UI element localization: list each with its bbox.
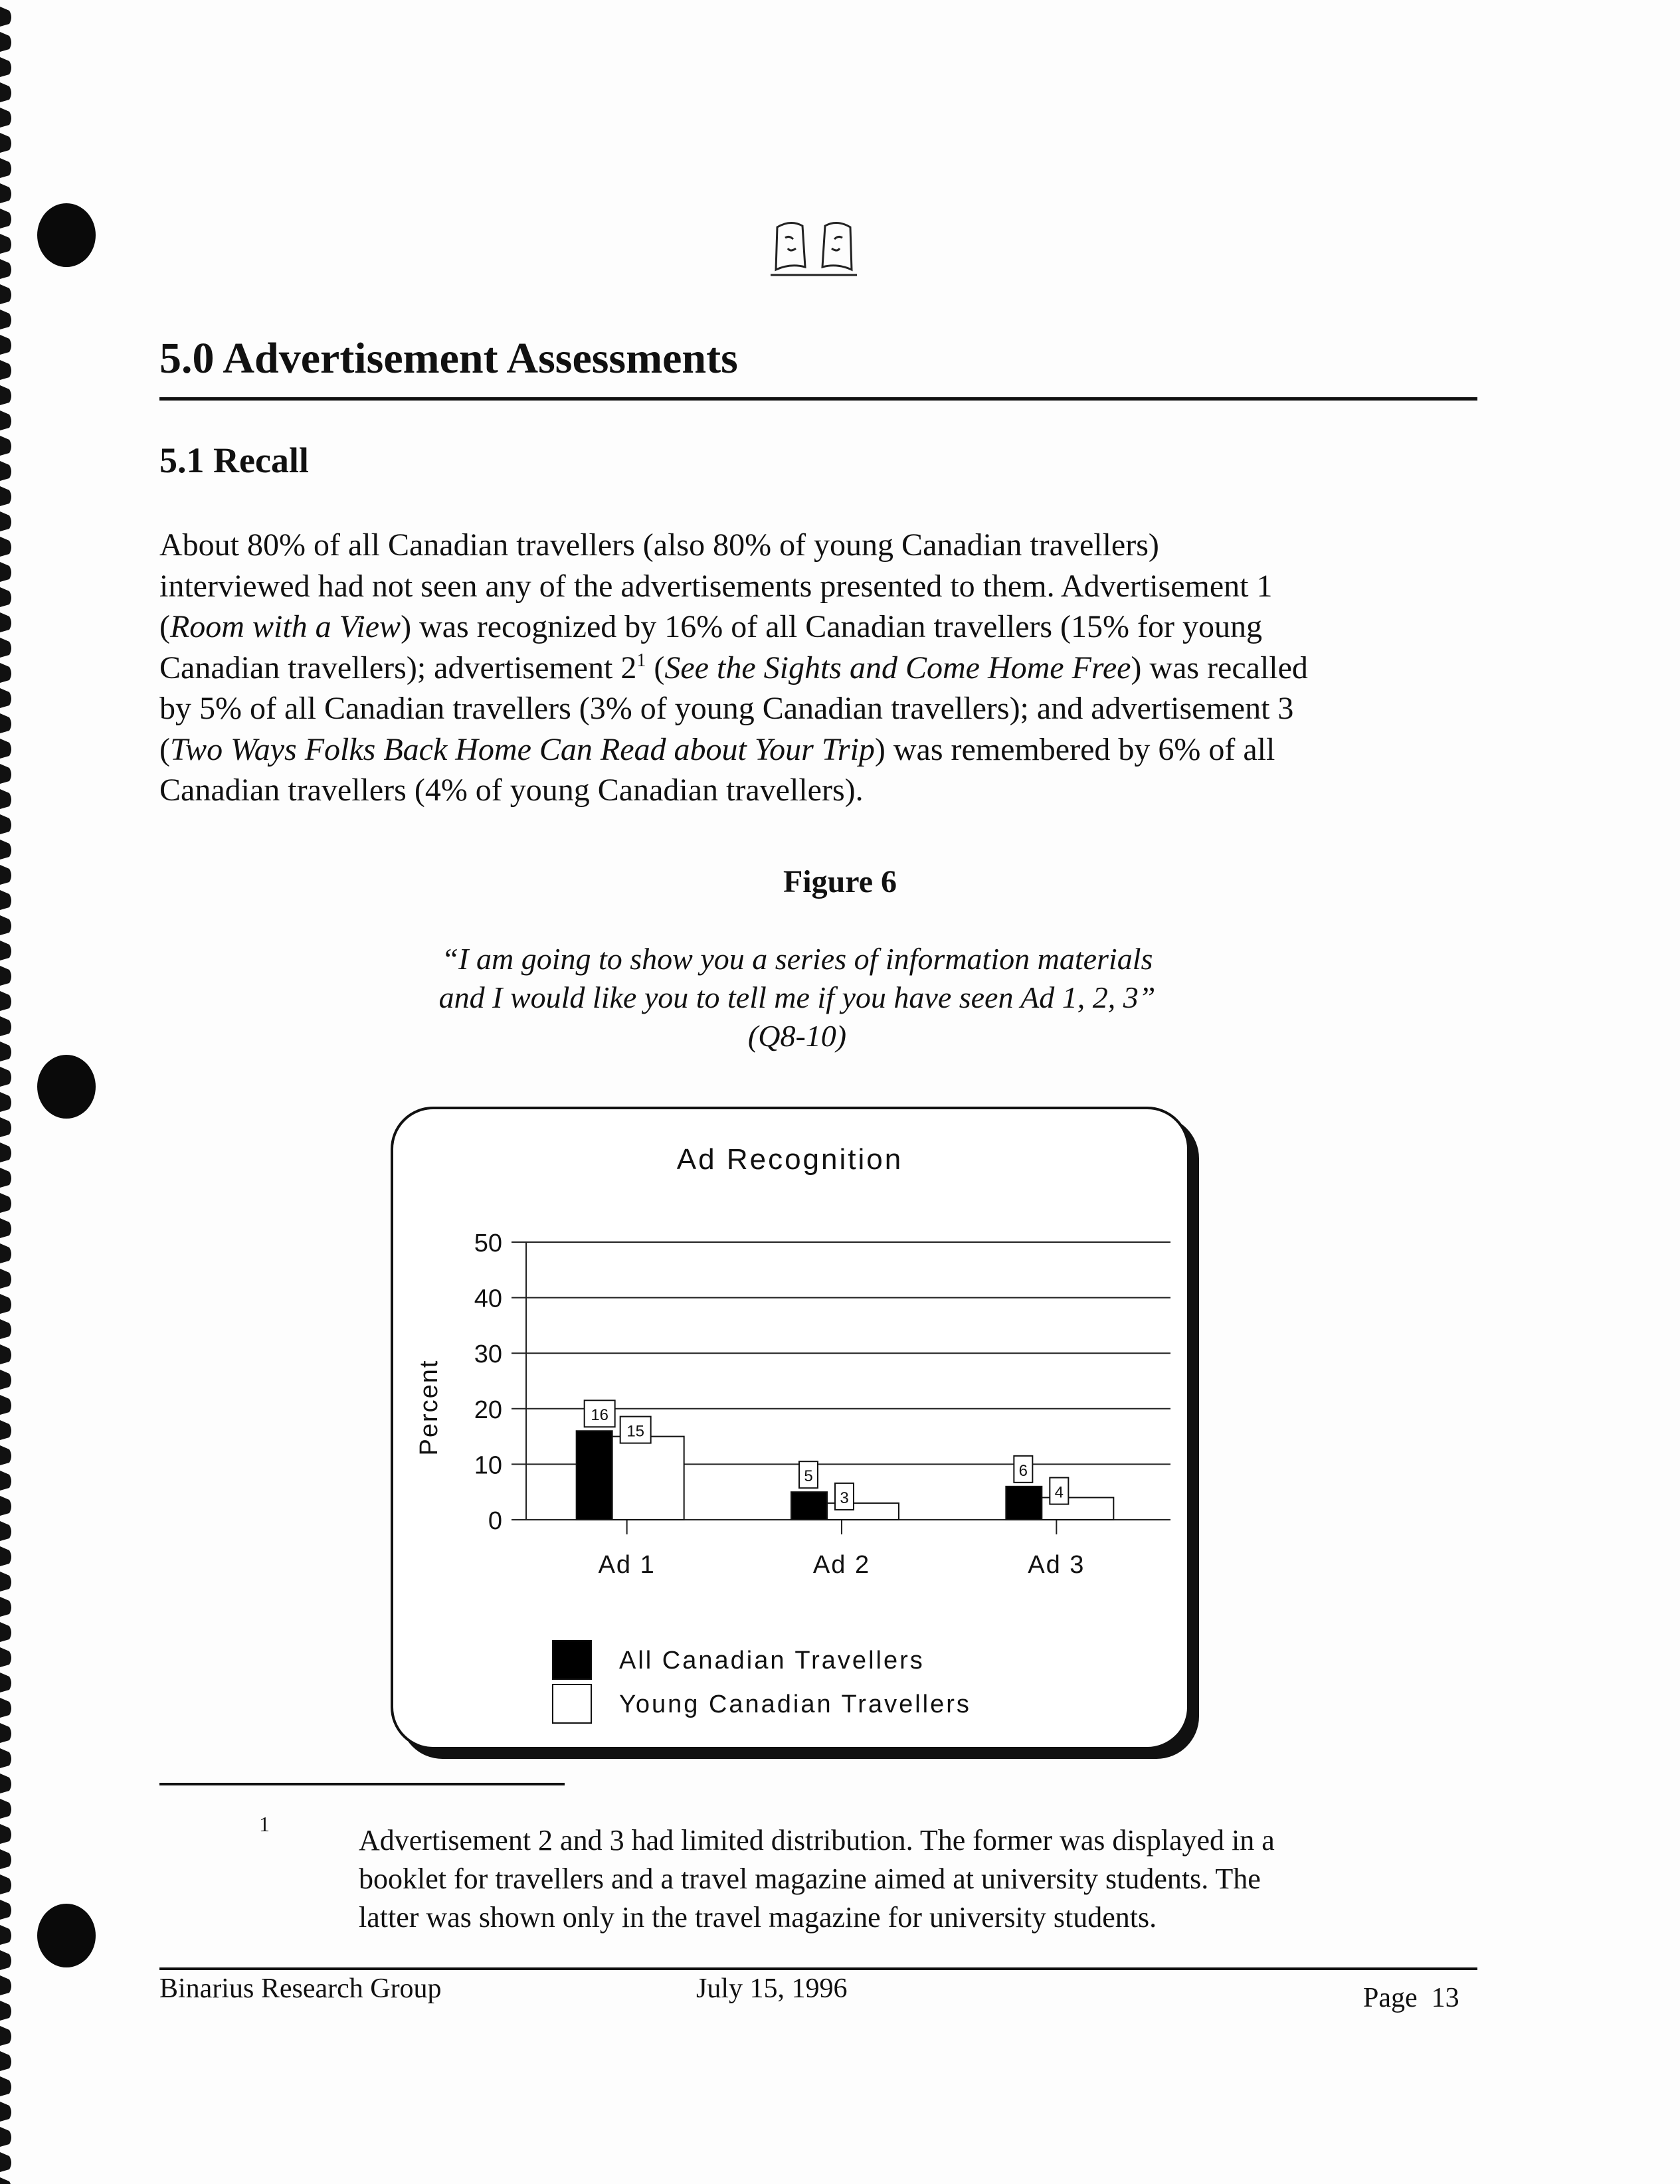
binding-coil xyxy=(0,57,11,77)
binding-coil xyxy=(0,1597,11,1617)
binding-coil xyxy=(0,158,11,178)
binding-coil xyxy=(0,1774,11,1793)
binding-coil xyxy=(0,1849,11,1869)
y-tick-label: 50 xyxy=(474,1229,502,1257)
binding-coil xyxy=(0,2001,11,2021)
punch-hole xyxy=(37,203,96,267)
binding-coil xyxy=(0,259,11,279)
figure-caption xyxy=(0,940,1594,1055)
body-text: ) was remembered by 6% of all xyxy=(874,731,1275,767)
binding-coil xyxy=(0,2026,11,2046)
legend-swatch xyxy=(553,1684,591,1723)
footer-rule xyxy=(159,1967,1477,1970)
binding-coil xyxy=(0,335,11,355)
bar xyxy=(791,1492,827,1520)
data-label: 3 xyxy=(840,1489,849,1507)
footnote-rule xyxy=(159,1783,565,1785)
legend-label: All Canadian Travellers xyxy=(619,1647,925,1675)
binding-coil xyxy=(0,713,11,733)
footnote-text xyxy=(359,1821,1501,1937)
binding-coil xyxy=(0,1067,11,1087)
legend-label: Young Canadian Travellers xyxy=(619,1690,971,1718)
binding-coil xyxy=(0,436,11,456)
x-tick-label: Ad 3 xyxy=(1028,1551,1085,1579)
binding-coil xyxy=(0,1799,11,1819)
binding-coil xyxy=(0,82,11,102)
bar xyxy=(612,1437,684,1520)
figure-caption-line: “I am going to show you a series of information materials xyxy=(441,942,1153,976)
figure-caption-line: and I would like you to tell me if you have seen Ad 1, 2, 3” xyxy=(438,980,1156,1014)
figure-label: Figure 6 xyxy=(783,864,897,899)
binding-coil xyxy=(0,1723,11,1743)
x-tick-label: Ad 1 xyxy=(598,1551,656,1579)
subsection-heading: 5.1 Recall xyxy=(159,440,309,480)
binding-coil xyxy=(0,688,11,708)
binding-coil xyxy=(0,1092,11,1112)
page-number: 13 xyxy=(1431,1983,1459,2013)
section-heading: 5.0 Advertisement Assessments xyxy=(159,334,738,383)
binding-coil xyxy=(0,1546,11,1566)
binding-coil xyxy=(0,612,11,632)
binding-coil xyxy=(0,1420,11,1440)
binding-coil xyxy=(0,1218,11,1238)
data-label: 16 xyxy=(591,1406,609,1425)
body-text: ( xyxy=(159,609,170,644)
binding-coil xyxy=(0,840,11,860)
binding-coil xyxy=(0,1647,11,1667)
binding-coil xyxy=(0,814,11,834)
binding-coil xyxy=(0,562,11,582)
binding-coil xyxy=(0,1748,11,1768)
y-tick-label: 20 xyxy=(474,1396,502,1424)
data-label: 4 xyxy=(1054,1483,1064,1502)
ad-title: See the Sights and Come Home Free xyxy=(664,650,1131,685)
footnote-number: 1 xyxy=(259,1812,270,1836)
binding-coil xyxy=(0,108,11,128)
bar xyxy=(1006,1487,1042,1520)
binding-coil xyxy=(0,638,11,658)
ad-title: Room with a View xyxy=(169,609,401,644)
binding-coil xyxy=(0,1572,11,1592)
y-tick-label: 30 xyxy=(474,1340,502,1369)
binding-coil xyxy=(0,1370,11,1390)
binding-coil xyxy=(0,7,11,27)
data-label: 5 xyxy=(804,1467,813,1486)
bar xyxy=(577,1431,612,1520)
page-label: Page xyxy=(1363,1983,1418,2013)
legend-swatch xyxy=(553,1641,591,1679)
body-text: ( xyxy=(646,650,665,685)
footer-page xyxy=(1363,1982,1459,2014)
footnote-marker: 1 xyxy=(636,650,646,671)
binding-coil xyxy=(0,310,11,329)
body-line xyxy=(159,606,1488,648)
binding-coil xyxy=(0,1117,11,1137)
binding-coil xyxy=(0,2051,11,2071)
ad-recognition-chart xyxy=(393,1109,1187,1747)
binding-coil xyxy=(0,739,11,759)
binding-coil xyxy=(0,1925,11,1945)
footnote-line: Advertisement 2 and 3 had limited distribution. The former was displayed in a xyxy=(359,1824,1275,1857)
x-tick-label: Ad 2 xyxy=(812,1551,871,1579)
body-text: Canadian travellers (4% of young Canadian travellers). xyxy=(159,773,864,808)
body-text: About 80% of all Canadian travellers (also 80% of young Canadian travellers) xyxy=(159,527,1159,563)
binding-coil xyxy=(0,537,11,557)
binding-coil xyxy=(0,1874,11,1894)
binding-coil xyxy=(0,1168,11,1188)
binding-coil xyxy=(0,385,11,405)
footnote-line: latter was shown only in the travel magazine for university students. xyxy=(359,1901,1157,1934)
chart-frame xyxy=(391,1107,1190,1750)
ad-title: Two Ways Folks Back Home Can Read about Your Trip xyxy=(169,731,875,767)
binding-coil xyxy=(0,461,11,481)
binding-coil xyxy=(0,915,11,935)
binding-coil xyxy=(0,1395,11,1415)
binding-coil xyxy=(0,789,11,809)
body-line xyxy=(159,525,1488,566)
binding-coil xyxy=(0,1673,11,1692)
figure-caption-line: (Q8-10) xyxy=(747,1019,847,1053)
footnote-line: booklet for travellers and a travel magazine aimed at university students. The xyxy=(359,1863,1261,1895)
binding-coil xyxy=(0,284,11,304)
body-text: Canadian travellers); advertisement 2 xyxy=(159,650,637,685)
punch-hole xyxy=(37,1904,96,1967)
binding-coil xyxy=(0,183,11,203)
binding-coil xyxy=(0,486,11,506)
binding-coil xyxy=(0,1269,11,1289)
binding-coil xyxy=(0,32,11,52)
y-tick-label: 0 xyxy=(488,1507,502,1535)
footer-date: July 15, 1996 xyxy=(696,1973,848,2004)
footer-organization: Binarius Research Group xyxy=(159,1973,442,2004)
body-line xyxy=(159,729,1488,771)
data-label: 6 xyxy=(1018,1461,1028,1480)
binding-coil xyxy=(0,2152,11,2172)
binding-coil xyxy=(0,209,11,228)
binding-coil xyxy=(0,1950,11,1970)
body-text: interviewed had not seen any of the advertisements presented to them. Advertisement 1 xyxy=(159,568,1273,604)
chart-title: Ad Recognition xyxy=(676,1143,903,1176)
binding-coil xyxy=(0,1142,11,1162)
binding-coil xyxy=(0,764,11,784)
binding-coil xyxy=(0,410,11,430)
spiral-binding xyxy=(0,0,27,2184)
binding-coil xyxy=(0,1900,11,1920)
binding-coil xyxy=(0,1496,11,1516)
body-line xyxy=(159,688,1488,729)
body-text: ( xyxy=(159,731,170,767)
binding-coil xyxy=(0,2177,11,2184)
y-tick-label: 40 xyxy=(474,1285,502,1313)
binding-coil xyxy=(0,1824,11,1844)
binding-coil xyxy=(0,511,11,531)
y-axis-label: Percent xyxy=(415,1359,443,1456)
company-logo-icon xyxy=(771,219,857,279)
binding-coil xyxy=(0,663,11,683)
binding-coil xyxy=(0,1521,11,1541)
body-text: by 5% of all Canadian travellers (3% of young Canadian travellers); and advertisement 3 xyxy=(159,691,1294,726)
body-line xyxy=(159,566,1488,607)
binding-coil xyxy=(0,2127,11,2147)
binding-coil xyxy=(0,1975,11,1995)
binding-coil xyxy=(0,587,11,607)
binding-coil xyxy=(0,1344,11,1364)
binding-coil xyxy=(0,1243,11,1263)
binding-coil xyxy=(0,1319,11,1339)
binding-coil xyxy=(0,2102,11,2122)
binding-coil xyxy=(0,1698,11,1718)
body-text: ) was recognized by 16% of all Canadian travellers (15% for young xyxy=(401,609,1262,644)
data-label: 15 xyxy=(626,1422,645,1441)
binding-coil xyxy=(0,2076,11,2096)
heading-underline xyxy=(159,397,1477,401)
binding-coil xyxy=(0,234,11,254)
binding-coil xyxy=(0,360,11,380)
y-tick-label: 10 xyxy=(474,1451,502,1480)
binding-coil xyxy=(0,1294,11,1314)
binding-coil xyxy=(0,1471,11,1491)
binding-coil xyxy=(0,1622,11,1642)
binding-coil xyxy=(0,1445,11,1465)
punch-hole xyxy=(37,1055,96,1119)
body-line xyxy=(159,770,1488,811)
body-text: ) was recalled xyxy=(1131,650,1308,685)
binding-coil xyxy=(0,133,11,153)
binding-coil xyxy=(0,1193,11,1213)
body-line xyxy=(159,648,1488,689)
body-paragraph xyxy=(159,525,1488,811)
